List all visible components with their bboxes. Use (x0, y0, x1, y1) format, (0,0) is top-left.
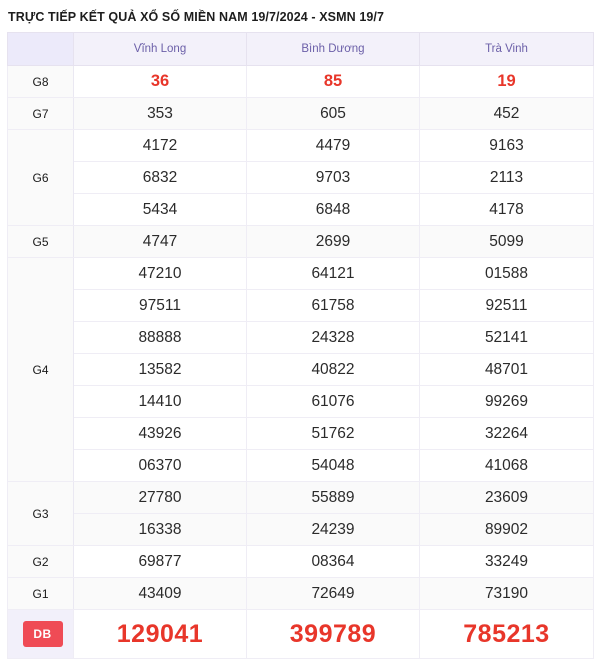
prize-value: 4172 (74, 130, 247, 162)
prize-value: 97511 (74, 290, 247, 322)
prize-value: 61758 (247, 290, 420, 322)
prize-value: 73190 (420, 578, 594, 610)
prize-value: 51762 (247, 418, 420, 450)
prize-value: 6848 (247, 194, 420, 226)
table-row (8, 418, 594, 450)
prize-value: 605 (247, 98, 420, 130)
prize-value: 69877 (74, 546, 247, 578)
table-row-special (8, 610, 594, 659)
prize-value: 64121 (247, 258, 420, 290)
prize-value: 353 (74, 98, 247, 130)
prize-label-g8: G8 (8, 66, 74, 98)
prize-value: 88888 (74, 322, 247, 354)
prize-value: 43409 (74, 578, 247, 610)
prize-value: 452 (420, 98, 594, 130)
prize-value: 2113 (420, 162, 594, 194)
table-row (8, 578, 594, 610)
table-row (8, 386, 594, 418)
table-row (8, 194, 594, 226)
prize-value: 9163 (420, 130, 594, 162)
table-row (8, 226, 594, 258)
prize-label-g6: G6 (8, 130, 74, 226)
prize-value: 99269 (420, 386, 594, 418)
prize-value: 41068 (420, 450, 594, 482)
table-row (8, 546, 594, 578)
table-row (8, 162, 594, 194)
table-row (8, 258, 594, 290)
prize-value: 85 (247, 66, 420, 98)
table-row (8, 482, 594, 514)
prize-value: 55889 (247, 482, 420, 514)
prize-value: 48701 (420, 354, 594, 386)
prize-value: 6832 (74, 162, 247, 194)
table-row (8, 290, 594, 322)
prize-value: 33249 (420, 546, 594, 578)
prize-value: 27780 (74, 482, 247, 514)
prize-value: 13582 (74, 354, 247, 386)
prize-value: 14410 (74, 386, 247, 418)
prize-value: 4479 (247, 130, 420, 162)
prize-value: 4178 (420, 194, 594, 226)
prize-label-special (8, 610, 74, 659)
table-row (8, 450, 594, 482)
prize-value: 24239 (247, 514, 420, 546)
prize-value: 40822 (247, 354, 420, 386)
header-province-vinh-long: Vĩnh Long (74, 33, 247, 66)
prize-value: 4747 (74, 226, 247, 258)
header-corner (8, 33, 74, 66)
page-title: TRỰC TIẾP KẾT QUẢ XỔ SỐ MIỀN NAM 19/7/2024 - XSMN 19/7 (8, 10, 385, 24)
prize-value: 01588 (420, 258, 594, 290)
prize-value: 24328 (247, 322, 420, 354)
prize-value: 36 (74, 66, 247, 98)
special-prize-badge: DB (23, 621, 63, 647)
prize-value: 47210 (74, 258, 247, 290)
table-row (8, 66, 594, 98)
special-prize-value: 399789 (247, 610, 420, 659)
prize-label-g1: G1 (8, 578, 74, 610)
prize-value: 52141 (420, 322, 594, 354)
prize-value: 9703 (247, 162, 420, 194)
prize-value: 43926 (74, 418, 247, 450)
special-prize-value: 785213 (420, 610, 594, 659)
prize-value: 61076 (247, 386, 420, 418)
prize-value: 5099 (420, 226, 594, 258)
table-row (8, 98, 594, 130)
prize-value: 32264 (420, 418, 594, 450)
table-row (8, 514, 594, 546)
prize-value: 08364 (247, 546, 420, 578)
prize-label-g7: G7 (8, 98, 74, 130)
prize-value: 23609 (420, 482, 594, 514)
header-province-binh-duong: Bình Dương (247, 33, 420, 66)
table-header-row (8, 33, 594, 66)
prize-label-g5: G5 (8, 226, 74, 258)
header-province-tra-vinh: Trà Vinh (420, 33, 594, 66)
prize-value: 92511 (420, 290, 594, 322)
table-row (8, 354, 594, 386)
prize-value: 16338 (74, 514, 247, 546)
table-row (8, 322, 594, 354)
prize-label-g4: G4 (8, 258, 74, 482)
prize-value: 5434 (74, 194, 247, 226)
prize-label-g3: G3 (8, 482, 74, 546)
special-prize-value: 129041 (74, 610, 247, 659)
lottery-results-table (7, 32, 594, 659)
prize-value: 72649 (247, 578, 420, 610)
prize-value: 19 (420, 66, 594, 98)
prize-value: 54048 (247, 450, 420, 482)
prize-value: 2699 (247, 226, 420, 258)
prize-value: 06370 (74, 450, 247, 482)
prize-value: 89902 (420, 514, 594, 546)
prize-label-g2: G2 (8, 546, 74, 578)
table-row (8, 130, 594, 162)
